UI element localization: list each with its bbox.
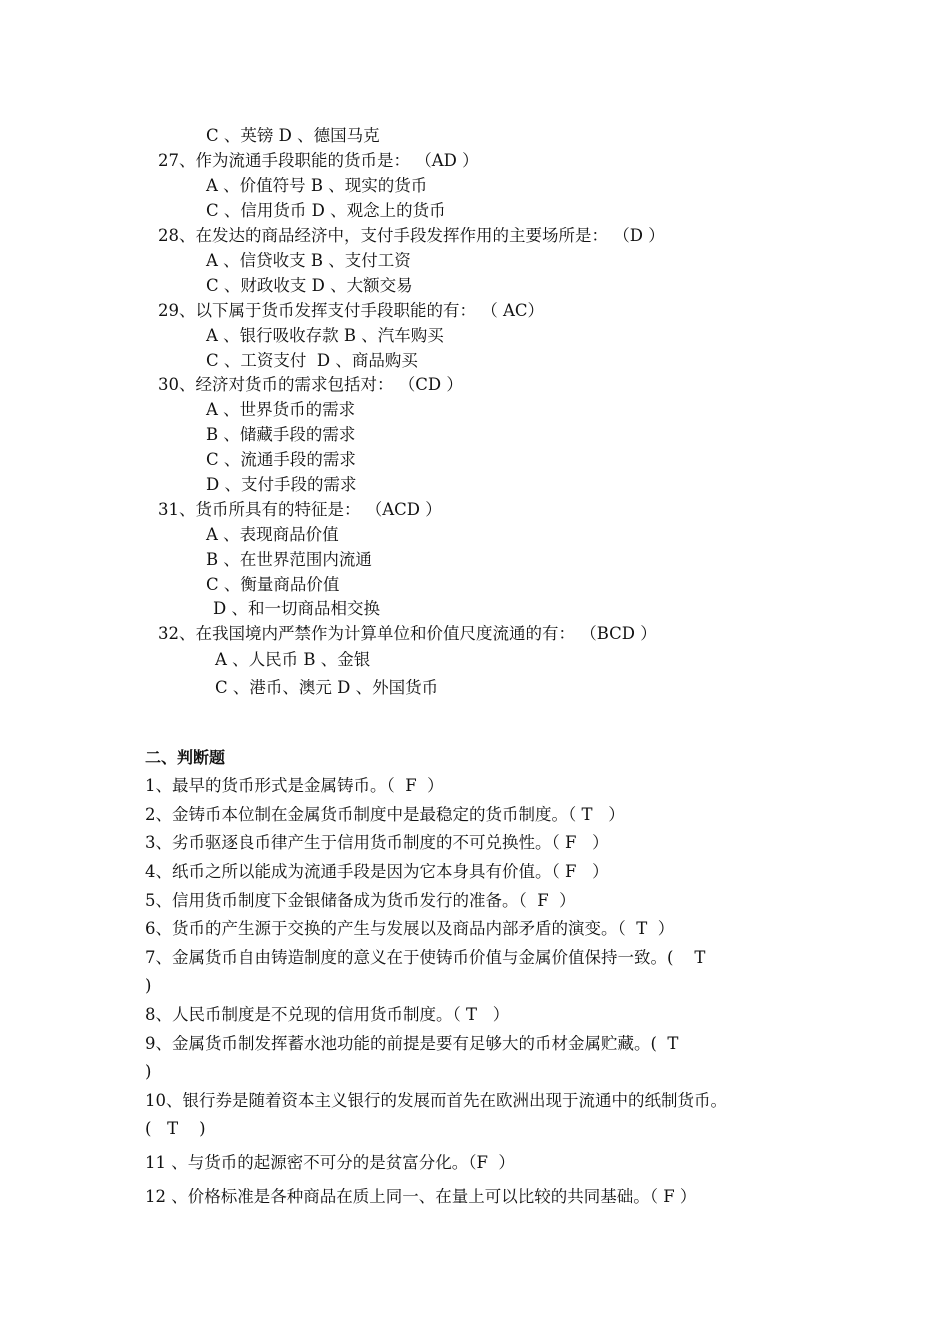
option-line: D 、和一切商品相交换 — [213, 599, 380, 618]
judgment-item: 5、信用货币制度下金银储备成为货币发行的准备。（ F ） — [145, 891, 576, 910]
option-line: C 、港币、澳元 D 、外国货币 — [215, 678, 439, 697]
judgment-item-continuation: ( T ) — [145, 1119, 206, 1138]
question-30: 30、经济对货币的需求包括对： （CD ） — [158, 375, 463, 394]
option-line: A 、人民币 B 、金银 — [215, 650, 371, 669]
judgment-item: 8、人民币制度是不兑现的信用货币制度。（ T ） — [145, 1005, 510, 1024]
judgment-item-continuation: ) — [145, 976, 152, 995]
judgment-item: 9、金属货币制发挥蓄水池功能的前提是要有足够大的币材金属贮藏。( T — [145, 1034, 679, 1053]
question-29: 29、以下属于货币发挥支付手段职能的有： （ AC） — [158, 301, 545, 320]
judgment-item: 6、货币的产生源于交换的产生与发展以及商品内部矛盾的演变。（ T ） — [145, 919, 675, 938]
option-line: C 、工资支付 D 、商品购买 — [206, 351, 418, 370]
judgment-item-continuation: ) — [145, 1062, 152, 1081]
section-heading: 二、判断题 — [145, 748, 226, 767]
option-line: B 、储藏手段的需求 — [206, 425, 356, 444]
judgment-item: 4、纸币之所以能成为流通手段是因为它本身具有价值。（ F ） — [145, 862, 609, 881]
question-28: 28、在发达的商品经济中，支付手段发挥作用的主要场所是： （D ） — [158, 226, 665, 245]
option-line: A 、世界货币的需求 — [206, 400, 356, 419]
option-line: C 、衡量商品价值 — [206, 575, 340, 594]
judgment-item: 7、金属货币自由铸造制度的意义在于使铸币价值与金属价值保持一致。( T — [145, 948, 706, 967]
question-32: 32、在我国境内严禁作为计算单位和价值尺度流通的有： （BCD ） — [158, 624, 657, 643]
judgment-item: 11 、与货币的起源密不可分的是贫富分化。（F ） — [145, 1153, 515, 1172]
judgment-item: 2、金铸币本位制在金属货币制度中是最稳定的货币制度。（ T ） — [145, 805, 625, 824]
option-line: A 、价值符号 B 、现实的货币 — [206, 176, 428, 195]
judgment-item: 3、劣币驱逐良币律产生于信用货币制度的不可兑换性。（ F ） — [145, 833, 609, 852]
option-line: C 、财政收支 D 、大额交易 — [206, 276, 413, 295]
option-line: C 、流通手段的需求 — [206, 450, 356, 469]
option-line: B 、在世界范围内流通 — [206, 550, 372, 569]
judgment-item: 10、银行券是随着资本主义银行的发展而首先在欧洲出现于流通中的纸制货币。 — [145, 1091, 727, 1110]
judgment-item: 12 、价格标准是各种商品在质上同一、在量上可以比较的共同基础。（ F ） — [145, 1187, 697, 1206]
option-line: A 、银行吸收存款 B 、汽车购买 — [206, 326, 444, 345]
question-31: 31、货币所具有的特征是： （ACD ） — [158, 500, 442, 519]
option-line: C 、信用货币 D 、观念上的货币 — [206, 201, 446, 220]
option-line: A 、表现商品价值 — [206, 525, 339, 544]
option-line: A 、信贷收支 B 、支付工资 — [206, 251, 411, 270]
question-27: 27、作为流通手段职能的货币是： （AD ） — [158, 151, 479, 170]
option-line: D 、支付手段的需求 — [206, 475, 357, 494]
judgment-item: 1、最早的货币形式是金属铸币。（ F ） — [145, 776, 444, 795]
option-line: C 、英镑 D 、德国马克 — [206, 126, 380, 145]
